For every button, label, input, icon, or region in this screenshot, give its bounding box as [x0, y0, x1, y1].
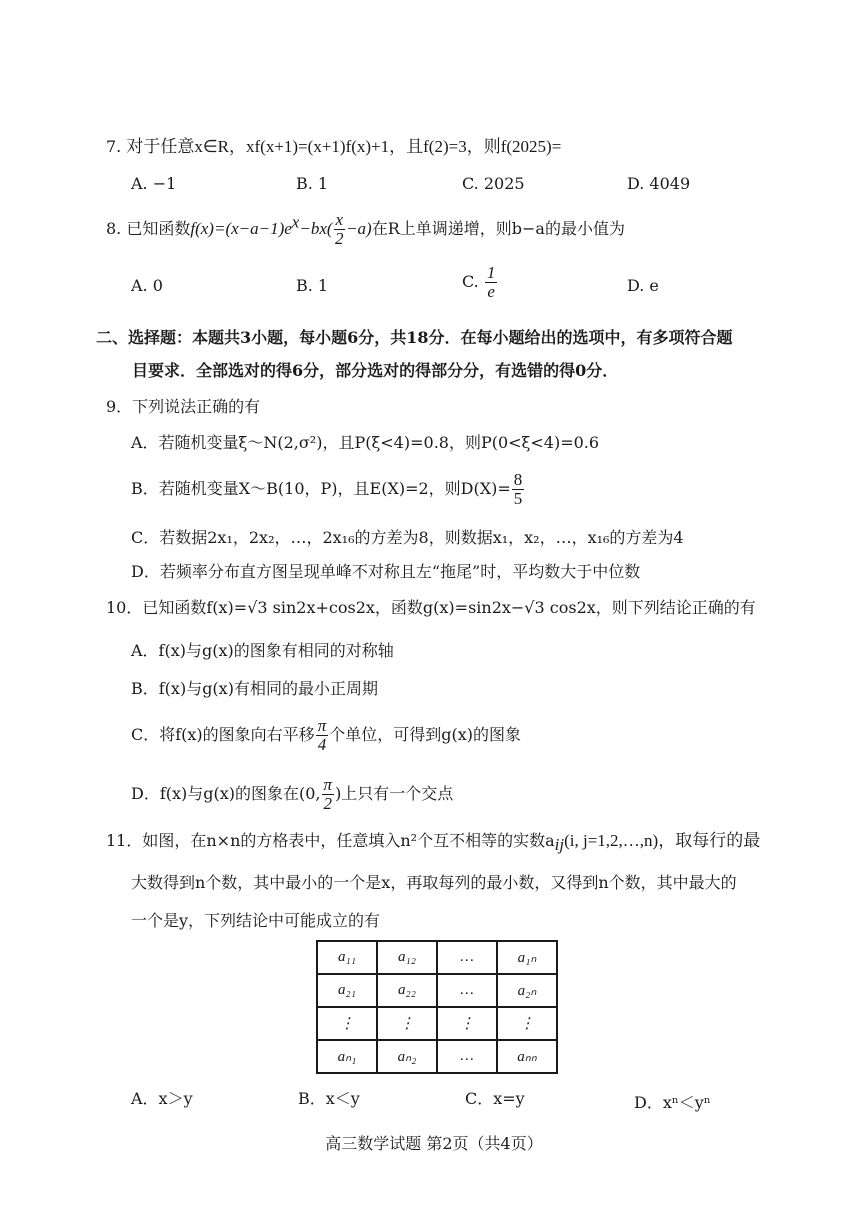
table-cell: …: [437, 974, 497, 1007]
q10-option-d-fraction: [322, 776, 335, 813]
q11-option-b: B．x＜y: [298, 1089, 360, 1108]
q8-fraction: [334, 211, 346, 248]
table-row: [317, 1007, 557, 1040]
q10-option-c-post: 个单位，可得到g(x)的图象: [329, 725, 521, 744]
q11-line1-end: (i, j=1,2,…,n)，取每行的最: [564, 831, 761, 850]
q8-option-c-den: e: [487, 282, 495, 301]
q8-exponent: x: [291, 212, 300, 232]
q11-line1: [106, 831, 761, 855]
q10-option-c-den: 4: [317, 735, 327, 754]
q8-frac-den: 2: [335, 229, 344, 248]
table-row: [317, 1040, 557, 1073]
q10-option-d-post: )上只有一个交点: [335, 784, 454, 803]
q8-end: −a): [346, 219, 372, 238]
q7-stem: [106, 137, 561, 157]
table-cell: aₙ₁: [317, 1040, 377, 1073]
table-row: [317, 941, 557, 974]
q9-option-b-text: B．若随机变量X～B(10，P)，且E(X)=2，则D(X)=: [131, 479, 511, 498]
table-row: [317, 974, 557, 1007]
q8-suffix: 在R上单调递增，则b−a的最小值为: [371, 219, 625, 238]
q8-option-a: A. 0: [131, 276, 163, 295]
q8-option-c-num: 1: [486, 263, 496, 282]
section2-line1: 二、选择题：本题共3小题，每小题6分，共18分．在每小题给出的选项中，有多项符合题: [96, 328, 733, 347]
q9-option-d: D．若频率分布直方图呈现单峰不对称且左“拖尾”时，平均数大于中位数: [131, 562, 641, 581]
section2-line2: 目要求．全部选对的得6分，部分选对的得部分分，有选错的得0分．: [132, 361, 619, 380]
table-cell: a₁₁: [317, 941, 377, 974]
q7-option-a: A. −1: [131, 174, 177, 193]
q7-number: 7.: [106, 137, 122, 156]
q10-option-c-pre: C．将f(x)的图象向右平移: [131, 725, 315, 744]
q9-stem: 9．下列说法正确的有: [106, 397, 261, 416]
q10-option-a: A．f(x)与g(x)的图象有相同的对称轴: [131, 641, 394, 660]
q10-stem: 10．已知函数f(x)=√3 sin2x+cos2x，函数g(x)=sin2x−√3 cos2x，则下列结论正确的有: [106, 598, 756, 617]
q9-option-c: C．若数据2x₁，2x₂，…，2x₁₆的方差为8，则数据x₁，x₂，…，x₁₆的方差为4: [131, 528, 684, 547]
table-cell: ⋮: [317, 1007, 377, 1040]
q11-line1-text: 11．如图，在n×n的方格表中，任意填入n²个互不相等的实数a: [106, 831, 555, 850]
q8-number: 8.: [106, 219, 122, 238]
q11-grid-table: [316, 940, 558, 1074]
q9-option-b-den: 5: [513, 489, 523, 508]
q11-option-d: D．xⁿ＜yⁿ: [634, 1093, 711, 1112]
q11-line2: 大数得到n个数，其中最小的一个是x，再取每列的最小数，又得到n个数，其中最大的: [131, 873, 737, 892]
table-cell: ⋮: [497, 1007, 557, 1040]
q10-option-c-num: π: [317, 716, 327, 735]
q11-option-a: A．x＞y: [131, 1089, 193, 1108]
table-cell: aₙₙ: [497, 1040, 557, 1073]
q10-option-d-pre: D．f(x)与g(x)的图象在(0,: [131, 784, 321, 803]
q11-line3: 一个是y，下列结论中可能成立的有: [131, 911, 381, 930]
q10-option-d-num: π: [323, 775, 333, 794]
q10-option-d: [131, 775, 453, 813]
q8-frac-num: x: [335, 210, 344, 229]
q10-option-d-den: 2: [323, 794, 333, 813]
q11-option-c: C．x=y: [465, 1089, 525, 1108]
table-cell: a₁₂: [377, 941, 437, 974]
table-cell: …: [437, 1040, 497, 1073]
q8-function: f(x)=(x−a−1)e: [190, 219, 292, 238]
page-footer: 高三数学试题 第2页（共4页）: [325, 1134, 543, 1153]
q7-option-d: D. 4049: [627, 174, 691, 193]
table-cell: a₂₁: [317, 974, 377, 1007]
q8-option-c: [462, 264, 498, 301]
q10-option-b: B．f(x)与g(x)有相同的最小正周期: [131, 679, 378, 698]
q10-option-c: [131, 716, 521, 754]
q8-stem: [106, 210, 625, 248]
q8-option-c-fraction: [485, 264, 498, 301]
table-cell: aₙ₂: [377, 1040, 437, 1073]
table-cell: a₂ₙ: [497, 974, 557, 1007]
q8-mid: −bx(: [299, 219, 333, 238]
table-cell: ⋮: [377, 1007, 437, 1040]
q10-option-c-fraction: [316, 717, 329, 754]
q8-prefix: 已知函数: [126, 219, 191, 238]
table-cell: ⋮: [437, 1007, 497, 1040]
q7-text: 对于任意x∈R，xf(x+1)=(x+1)f(x)+1，且f(2)=3，则f(2025)=: [126, 137, 562, 156]
q9-option-b-num: 8: [513, 470, 523, 489]
q9-option-a: A．若随机变量ξ～N(2,σ²)，且P(ξ<4)=0.8，则P(0<ξ<4)=0.6: [131, 433, 600, 452]
q9-option-b-fraction: [512, 471, 525, 508]
q11-line1-subscript: ij: [554, 835, 565, 855]
q7-option-c: C. 2025: [462, 174, 525, 193]
q8-option-c-label: C.: [462, 272, 479, 291]
q8-option-d: D. e: [627, 276, 659, 295]
table-cell: …: [437, 941, 497, 974]
q7-option-b: B. 1: [296, 174, 329, 193]
q9-option-b: [131, 470, 525, 508]
table-cell: a₁ₙ: [497, 941, 557, 974]
table-cell: a₂₂: [377, 974, 437, 1007]
q8-option-b: B. 1: [296, 276, 329, 295]
